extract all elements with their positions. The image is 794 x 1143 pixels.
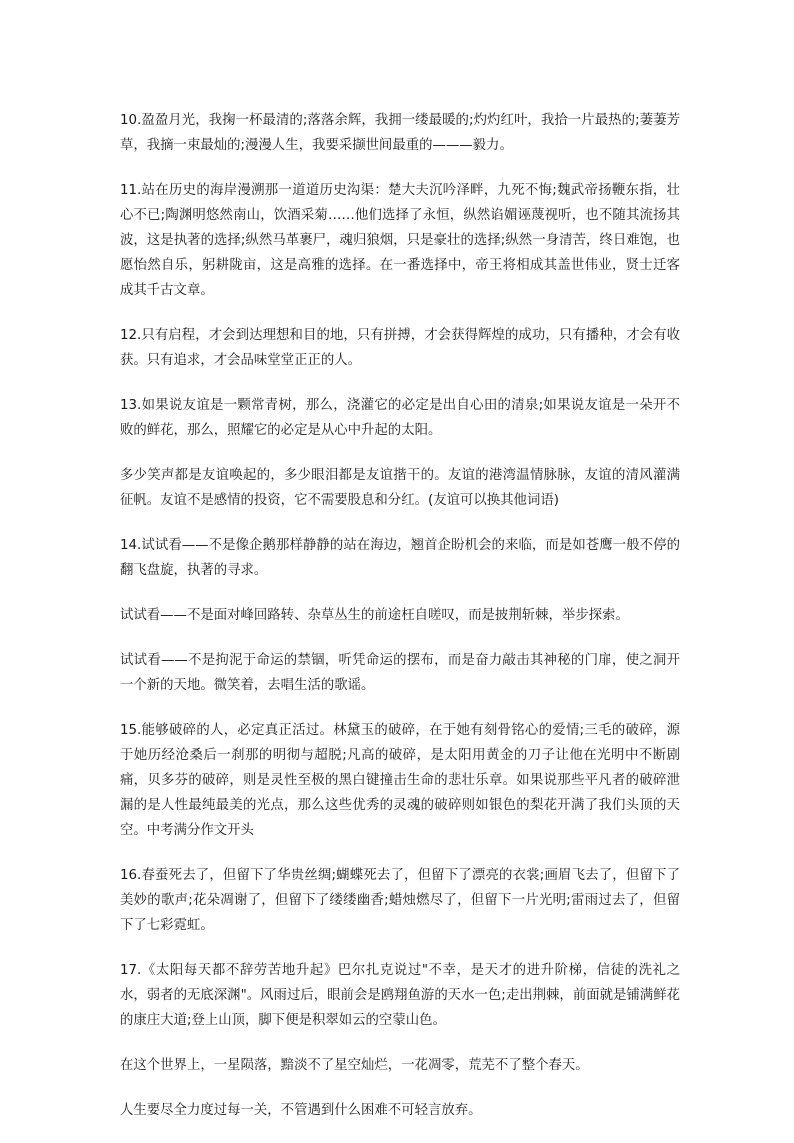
paragraph-10: 10.盈盈月光，我掬一杯最清的;落落余辉，我拥一缕最暖的;灼灼红叶，我拾一片最热的;萋萋芳草，我摘一束最灿的;漫漫人生，我要采撷世间最重的———毅力。 xyxy=(120,113,680,153)
paragraph-11: 11.站在历史的海岸漫溯那一道道历史沟渠：楚大夫沉吟泽畔，九死不悔;魏武帝扬鞭东指，壮心不已;陶渊明悠然南山，饮酒采菊……他们选择了永恒，纵然谄媚诬蔑视听，也不随其流扬其波，这是执著的选择;纵然马革裹尸，魂归狼烟，只是豪壮的选择;纵然一身清苦，终日难饱，也愿怡然自乐，躬耕陇亩，这是高雅的选择。在一番选择中，帝王将相成其盖世伟业，贤士迁客成其千古文章。 xyxy=(120,183,680,298)
paragraph-16: 16.春蚕死去了，但留下了华贵丝绸;蝴蝶死去了，但留下了漂亮的衣裳;画眉飞去了，但留下了美妙的歌声;花朵凋谢了，但留下了缕缕幽香;蜡烛燃尽了，但留下一片光明;雷雨过去了，但留下了七彩霓虹。 xyxy=(120,868,680,933)
paragraph-13-continued: 多少笑声都是友谊唤起的，多少眼泪都是友谊揩干的。友谊的港湾温情脉脉，友谊的清风灌满征帆。友谊不是感情的投资，它不需要股息和分红。(友谊可以换其他词语) xyxy=(120,468,680,508)
paragraph-15: 15.能够破碎的人，必定真正活过。林黛玉的破碎，在于她有刻骨铭心的爱情;三毛的破碎，源于她历经沧桑后一刹那的明彻与超脱;凡高的破碎，是太阳用黄金的刀子让他在光明中不断剧痛，贝多芬的破碎，则是灵性至极的黑白键撞击生命的悲壮乐章。如果说那些平凡者的破碎泄漏的是人性最纯最美的光点，那么这些优秀的灵魂的破碎则如银色的梨花开满了我们头顶的天空。中考满分作文开头 xyxy=(120,723,680,838)
paragraph-13: 13.如果说友谊是一颗常青树，那么，浇灌它的必定是出自心田的清泉;如果说友谊是一朵开不败的鲜花，那么，照耀它的必定是从心中升起的太阳。 xyxy=(120,398,680,438)
paragraph-14-third: 试试看——不是拘泥于命运的禁锢，听凭命运的摆布，而是奋力敲击其神秘的门扉，使之洞开一个新的天地。微笑着，去唱生活的歌谣。 xyxy=(120,653,680,693)
document-page xyxy=(120,108,680,1143)
paragraph-12: 12.只有启程，才会到达理想和目的地，只有拼搏，才会获得辉煌的成功，只有播种，才会有收获。只有追求，才会品味堂堂正正的人。 xyxy=(120,328,680,368)
paragraph-14-second: 试试看——不是面对峰回路转、杂草丛生的前途枉自嗟叹，而是披荆斩棘，举步探索。 xyxy=(120,608,629,623)
paragraph-17-third: 人生要尽全力度过每一关，不管遇到什么困难不可轻言放弃。 xyxy=(120,1103,482,1118)
paragraph-17-second: 在这个世界上，一星陨落，黯淡不了星空灿烂，一花凋零，荒芜不了整个春天。 xyxy=(120,1058,589,1073)
paragraph-14: 14.试试看——不是像企鹅那样静静的站在海边，翘首企盼机会的来临，而是如苍鹰一般不停的翻飞盘旋，执著的寻求。 xyxy=(120,538,680,578)
paragraph-17: 17.《太阳每天都不辞劳苦地升起》巴尔扎克说过"不幸，是天才的进升阶梯，信徒的洗礼之水，弱者的无底深渊"。风雨过后，眼前会是鸥翔鱼游的天水一色;走出荆棘，前面就是铺满鲜花的康庄大道;登上山顶，脚下便是积翠如云的空蒙山色。 xyxy=(120,963,680,1028)
